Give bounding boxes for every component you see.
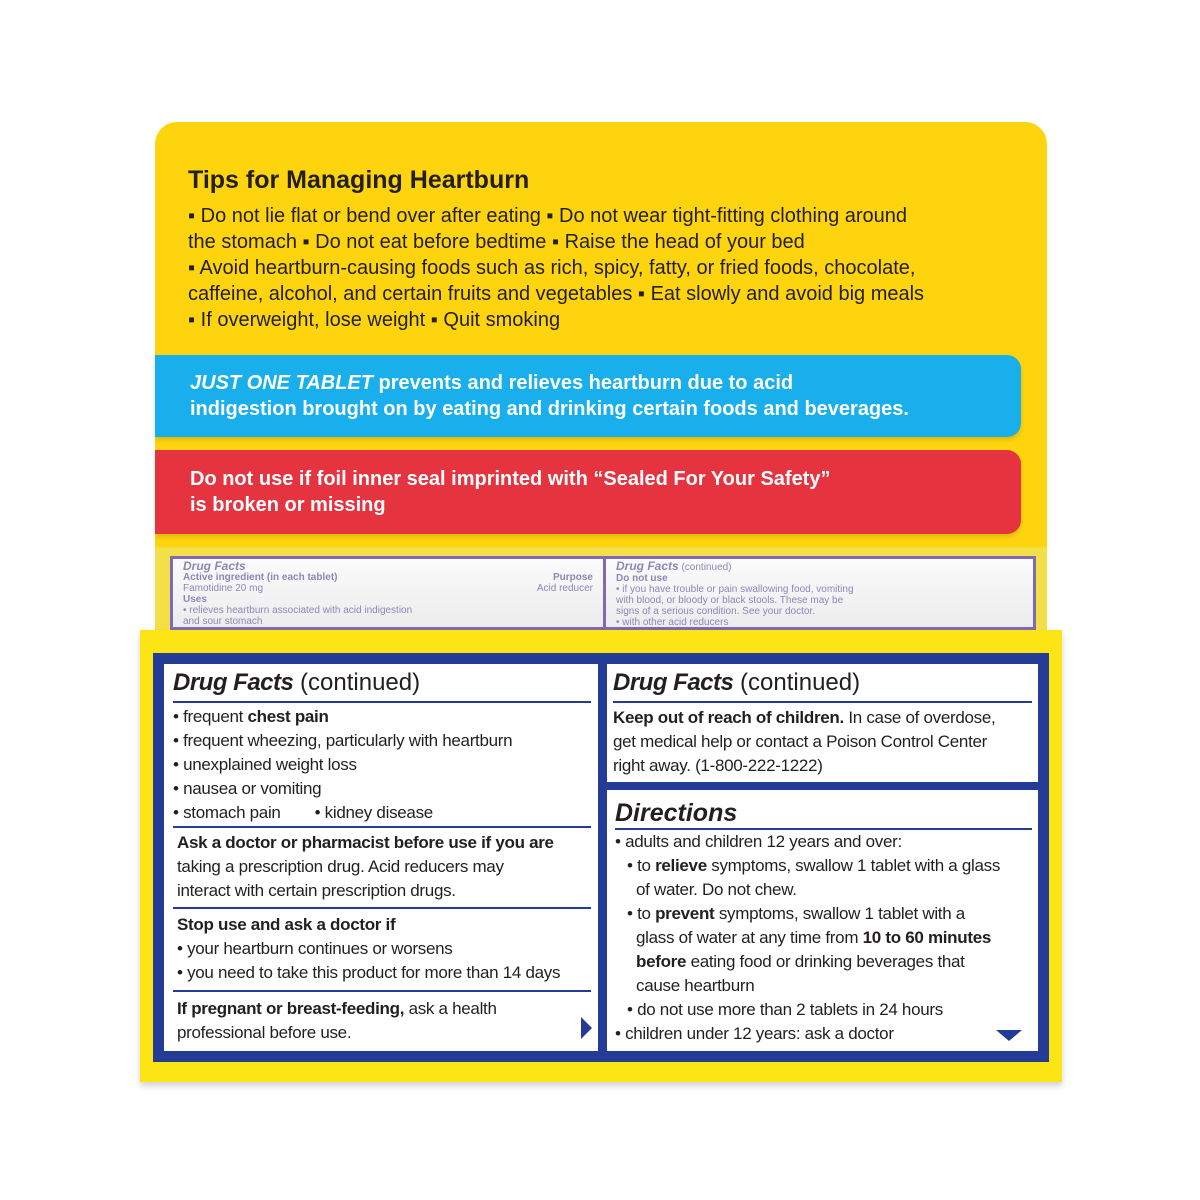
drug-facts-heading xyxy=(613,669,860,697)
top-strip-title: Drug Facts xyxy=(183,559,246,573)
directions-panel xyxy=(607,790,1038,1051)
top-strip-line: • with other acid reducers xyxy=(616,617,729,628)
drug-facts-title: Drug Facts xyxy=(173,669,294,696)
top-strip-line: with blood, or bloody or black stools. These may be xyxy=(616,595,844,606)
list-item: of water. Do not chew. xyxy=(636,880,797,899)
tips-line: ▪ Avoid heartburn-causing foods such as rich, spicy, fatty, or fried foods, chocolate, xyxy=(188,257,916,279)
list-item: • you need to take this product for more than 14 days xyxy=(177,963,561,982)
list-item: eating food or drinking beverages that xyxy=(686,952,965,971)
uses-label: Uses xyxy=(183,594,207,605)
list-item-bold: relieve xyxy=(655,856,707,875)
list-item-bold: prevent xyxy=(655,904,715,923)
ask-doctor-text: interact with certain prescription drugs. xyxy=(177,881,456,900)
list-item: • your heartburn continues or worsens xyxy=(177,939,453,958)
active-ingredient-label: Active ingredient (in each tablet) xyxy=(183,572,338,583)
list-item: cause heartburn xyxy=(636,976,755,995)
ask-doctor-text: taking a prescription drug. Acid reducers may xyxy=(177,857,504,876)
list-item: • frequent wheezing, particularly with heartburn xyxy=(173,731,513,750)
list-item: symptoms, swallow 1 tablet with a xyxy=(714,904,965,923)
top-strip-right xyxy=(603,559,1033,627)
section-divider xyxy=(613,701,1032,703)
pregnancy-text: professional before use. xyxy=(177,1023,352,1042)
list-item: • unexplained weight loss xyxy=(173,755,357,774)
list-item: • children under 12 years: ask a doctor xyxy=(615,1024,894,1043)
section-divider xyxy=(173,826,591,828)
do-not-use-label: Do not use xyxy=(616,573,668,584)
top-strip-title: Drug Facts xyxy=(616,559,679,573)
top-strip-continued: (continued) xyxy=(678,562,732,573)
list-item: glass of water at any time from xyxy=(636,928,863,947)
ingredient-value: Famotidine 20 mg xyxy=(183,583,264,594)
seal-warning-line2: is broken or missing xyxy=(190,494,386,516)
stop-use-heading: Stop use and ask a doctor if xyxy=(177,915,396,934)
keep-out-section xyxy=(613,706,1038,778)
list-item: symptoms, swallow 1 tablet with a glass xyxy=(706,856,1001,875)
top-strip-line: signs of a serious condition. See your doctor. xyxy=(616,606,816,617)
drug-facts-left-panel xyxy=(164,664,598,1051)
list-item: • nausea or vomiting xyxy=(173,779,322,798)
drug-facts-continued: (continued) xyxy=(733,669,861,696)
keep-out-text: get medical help or contact a Poison Control Center xyxy=(613,732,988,751)
tips-line: ▪ If overweight, lose weight ▪ Quit smoking xyxy=(188,309,561,331)
ask-doctor-section xyxy=(177,831,597,903)
list-item: • kidney disease xyxy=(314,803,433,822)
list-item: • to xyxy=(627,904,656,923)
seal-warning-banner xyxy=(155,450,1021,534)
drug-facts-title: Drug Facts xyxy=(613,669,734,696)
list-item: • to xyxy=(627,856,656,875)
drug-facts-heading xyxy=(173,669,420,697)
pregnancy-section xyxy=(177,997,597,1045)
list-item: • do not use more than 2 tablets in 24 hours xyxy=(627,1000,943,1019)
list-item-bold: chest pain xyxy=(247,707,329,726)
pregnancy-text: ask a health xyxy=(404,999,497,1018)
keep-out-heading: Keep out of reach of children. xyxy=(613,708,844,727)
top-drug-facts-strip xyxy=(170,556,1036,630)
tips-title: Tips for Managing Heartburn xyxy=(188,166,530,194)
top-strip-line: • if you have trouble or pain swallowing food, vomiting xyxy=(616,584,854,595)
seal-warning-line1: Do not use if foil inner seal imprinted with “Sealed For Your Safety” xyxy=(190,468,831,490)
ask-doctor-heading: Ask a doctor or pharmacist before use if you are xyxy=(177,833,554,852)
directions-title: Directions xyxy=(615,799,738,827)
section-divider xyxy=(173,990,591,992)
section-divider xyxy=(173,701,591,703)
list-item: • adults and children 12 years and over: xyxy=(615,832,902,851)
list-item: • stomach pain xyxy=(173,803,281,822)
one-tablet-emphasis: JUST ONE TABLET xyxy=(190,372,373,394)
warnings-list xyxy=(173,705,593,825)
one-tablet-text: prevents and relieves heartburn due to acid xyxy=(372,372,794,394)
top-strip-left xyxy=(173,559,603,627)
stop-use-section xyxy=(177,913,597,985)
uses-line: and sour stomach xyxy=(183,616,263,627)
directions-list xyxy=(615,830,1038,1046)
drug-facts-right-top-panel xyxy=(607,664,1038,782)
purpose-value: Acid reducer xyxy=(536,583,593,594)
drug-facts-continued: (continued) xyxy=(293,669,421,696)
list-item-bold: before xyxy=(636,952,687,971)
list-item: • frequent xyxy=(173,707,248,726)
triangle-down-icon xyxy=(996,1030,1022,1041)
purpose-label: Purpose xyxy=(552,572,593,583)
keep-out-text: In case of overdose, xyxy=(843,708,996,727)
triangle-right-icon xyxy=(581,1017,592,1039)
uses-line: • relieves heartburn associated with acid indigestion xyxy=(183,605,413,616)
one-tablet-text-line2: indigestion brought on by eating and drinking certain foods and beverages. xyxy=(190,398,909,420)
tips-line: ▪ Do not lie flat or bend over after eating ▪ Do not wear tight-fitting clothing around xyxy=(188,205,908,227)
tips-list xyxy=(188,203,1018,333)
keep-out-text: right away. (1-800-222-1222) xyxy=(613,756,823,775)
section-divider xyxy=(173,907,591,909)
tips-line: the stomach ▪ Do not eat before bedtime ▪ Raise the head of your bed xyxy=(188,231,805,253)
one-tablet-banner xyxy=(155,355,1021,437)
pregnancy-heading: If pregnant or breast-feeding, xyxy=(177,999,405,1018)
tips-line: caffeine, alcohol, and certain fruits and vegetables ▪ Eat slowly and avoid big meals xyxy=(188,283,925,305)
list-item-bold: 10 to 60 minutes xyxy=(862,928,992,947)
